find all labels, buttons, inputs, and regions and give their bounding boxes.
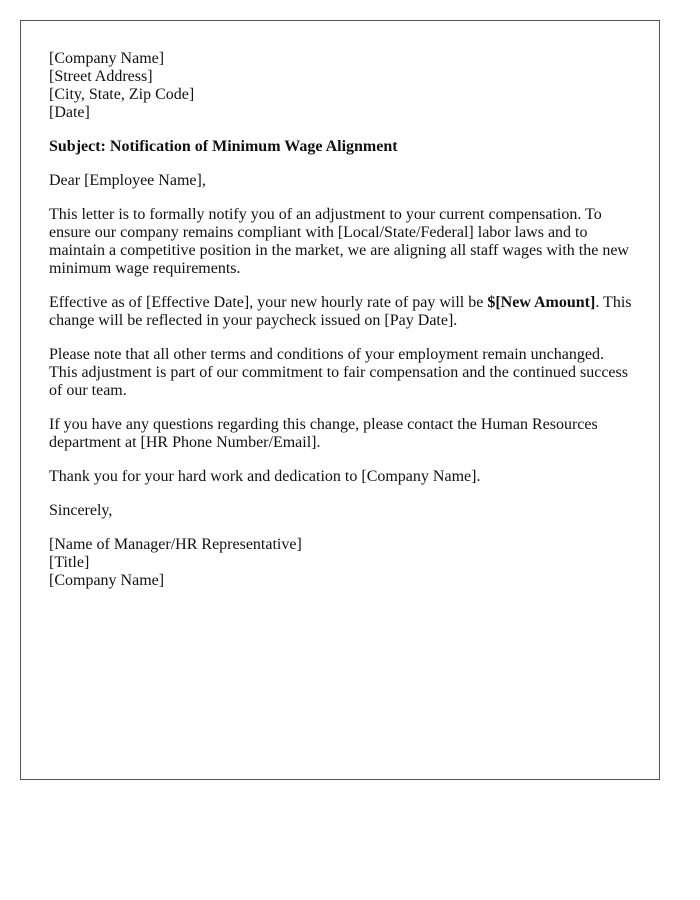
effective-rate-line xyxy=(49,294,639,312)
new-amount-value: $[New Amount] xyxy=(487,294,596,311)
salutation: Dear [Employee Name], xyxy=(49,172,206,189)
sender-address-block xyxy=(49,50,639,122)
closing: Sincerely, xyxy=(49,502,113,519)
sender-city-state-zip: [City, State, Zip Code] xyxy=(49,86,195,103)
letter-frame xyxy=(20,20,660,780)
letter-content xyxy=(49,50,639,590)
paragraph-line: of our team. xyxy=(49,382,127,399)
paragraph-line: If you have any questions regarding this change, please contact the Human Resources xyxy=(49,416,598,433)
paragraph-line: change will be reflected in your paycheck issued on [Pay Date]. xyxy=(49,312,458,329)
paragraph-line: department at [HR Phone Number/Email]. xyxy=(49,434,321,451)
paragraph-line: Please note that all other terms and conditions of your employment remain unchanged. xyxy=(49,346,604,363)
sender-street-address: [Street Address] xyxy=(49,68,153,85)
signature-block xyxy=(49,536,639,590)
paragraph-line: This letter is to formally notify you of an adjustment to your current compensation. To xyxy=(49,206,602,223)
paragraph-thank-you: Thank you for your hard work and dedication to [Company Name]. xyxy=(49,468,481,485)
paragraph-line: This adjustment is part of our commitment to fair compensation and the continued success xyxy=(49,364,628,381)
paragraph-effective-rate xyxy=(49,294,639,330)
effective-rate-prefix: Effective as of [Effective Date], your new hourly rate of pay will be xyxy=(49,294,488,311)
letter-subject: Subject: Notification of Minimum Wage Alignment xyxy=(49,138,398,155)
letter-date: [Date] xyxy=(49,104,90,121)
paragraph-compensation-notice xyxy=(49,206,639,278)
signatory-title: [Title] xyxy=(49,554,90,571)
paragraph-terms-unchanged xyxy=(49,346,639,400)
paragraph-line: minimum wage requirements. xyxy=(49,260,241,277)
paragraph-line: ensure our company remains compliant with [Local/State/Federal] labor laws and to xyxy=(49,224,588,241)
signatory-company-name: [Company Name] xyxy=(49,572,165,589)
paragraph-contact-hr xyxy=(49,416,639,452)
paragraph-line: maintain a competitive position in the market, we are aligning all staff wages with the new xyxy=(49,242,629,259)
signatory-name: [Name of Manager/HR Representative] xyxy=(49,536,302,553)
sender-company-name: [Company Name] xyxy=(49,50,165,67)
effective-rate-suffix: . This xyxy=(595,294,632,311)
